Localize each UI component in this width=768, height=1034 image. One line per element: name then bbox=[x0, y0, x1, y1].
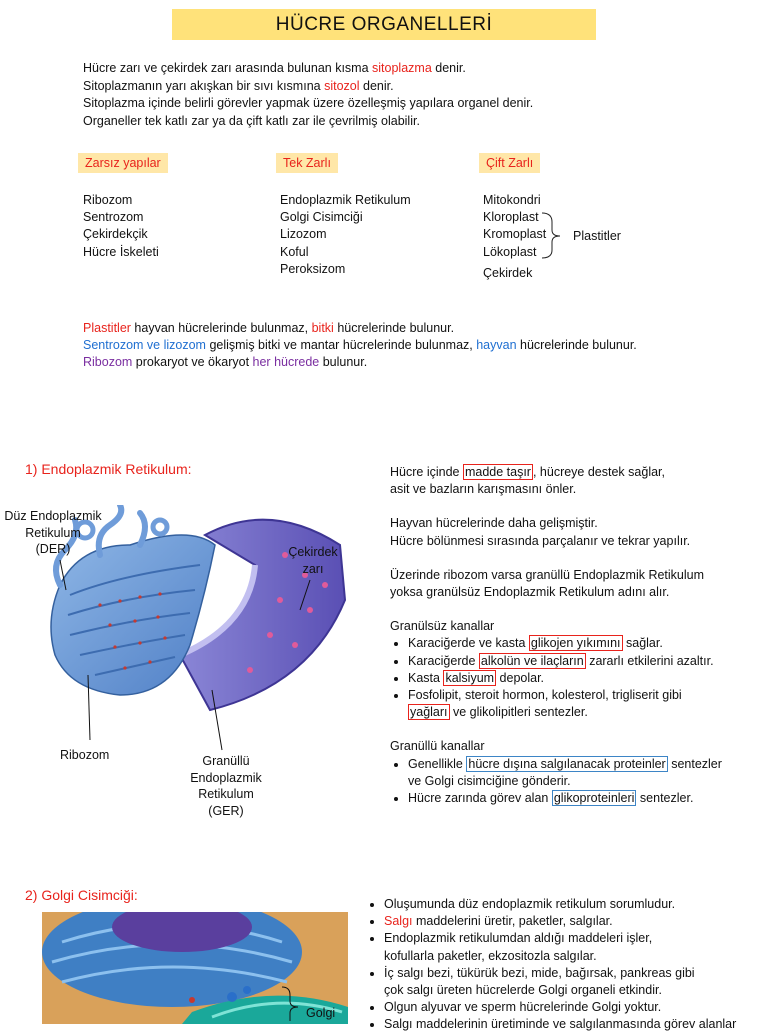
granulsuz-list bbox=[390, 635, 762, 721]
highlight-madde-tasir: madde taşır bbox=[464, 465, 531, 479]
golgi-list bbox=[366, 896, 768, 1034]
list-item: Lizozom bbox=[280, 227, 327, 242]
list-item: • İç salgı bezi, tükürük bezi, mide, bağırsak, pankreas gibi çok salgı üreten hücrelerde Golgi organeli etkindir. bbox=[384, 965, 768, 999]
list-item: • Kasta kalsiyum depolar. bbox=[408, 670, 762, 687]
list-item: • Karaciğerde ve kasta glikojen yıkımını sağlar. bbox=[408, 635, 762, 652]
label-ribozom: Ribozom bbox=[60, 748, 110, 762]
list-item: Lökoplast bbox=[483, 244, 537, 259]
list-item: Çekirdekçik bbox=[83, 227, 148, 242]
list-item: • Oluşumunda düz endoplazmik retikulum sorumludur. bbox=[384, 896, 768, 913]
granullu-list bbox=[390, 756, 762, 808]
label-ger: Granüllü Endoplazmik Retikulum (GER) bbox=[190, 754, 262, 818]
list-item: • Fosfolipit, steroit hormon, kolesterol, trigliserit gibi yağları ve glikolipitleri sentezler. bbox=[408, 687, 762, 721]
list-item: Çekirdek bbox=[483, 265, 533, 280]
list-item: • Karaciğerde alkolün ve ilaçların zararlı etkilerini azaltır. bbox=[408, 653, 762, 670]
category-tag-cift-zarli: Çift Zarlı bbox=[479, 153, 540, 173]
er-heading: 1) Endoplazmik Retikulum: bbox=[25, 461, 192, 477]
term-sitozol: sitozol bbox=[324, 78, 360, 93]
intro-line-4: Organeller tek katlı zar ya da çift katlı zar ile çevrilmiş olabilir. bbox=[83, 113, 420, 128]
category-tag-zarsiz: Zarsız yapılar bbox=[78, 153, 168, 173]
plastitler-label: Plastitler bbox=[573, 229, 621, 243]
term-sitoplazma: sitoplazma bbox=[372, 61, 432, 75]
granullu-title: Granüllü kanallar bbox=[390, 739, 485, 754]
note-line-2: Sentrozom ve lizozom gelişmiş bitki ve mantar hücrelerinde bulunmaz, hayvan hücrelerinde bulunur. bbox=[83, 338, 637, 353]
list-item: • Hücre zarında görev alan glikoproteinleri sentezler. bbox=[408, 790, 762, 807]
list-item: Golgi Cisimciği bbox=[280, 210, 363, 225]
page-title: HÜCRE ORGANELLERİ bbox=[172, 9, 596, 40]
list-item: Kromoplast bbox=[483, 227, 547, 242]
list-item: Peroksizom bbox=[280, 261, 346, 276]
note-line-3: Ribozom prokaryot ve ökaryot her hücrede bulunur. bbox=[83, 355, 368, 370]
granulsuz-title: Granülsüz kanallar bbox=[390, 619, 495, 634]
list-item: • Olgun alyuvar ve sperm hücrelerinde Golgi yoktur. bbox=[384, 999, 768, 1016]
list-item: • Genellikle hücre dışına salgılanacak proteinler sentezler ve Golgi cisimciğine gönderir. bbox=[408, 756, 762, 790]
list-item: Kloroplast bbox=[483, 210, 539, 225]
list-item: • Endoplazmik retikulumdan aldığı maddeleri işler, kofullarla paketler, ekzositozla salgılar. bbox=[384, 930, 768, 964]
list-item: Sentrozom bbox=[83, 210, 144, 225]
label-der: Düz Endoplazmik Retikulum (DER) bbox=[4, 509, 102, 556]
list-item: Ribozom bbox=[83, 193, 133, 207]
list-item: • Salgı maddelerini üretir, paketler, salgılar. bbox=[384, 913, 768, 930]
label-cekirdek-zari: Çekirdek zarı bbox=[288, 545, 338, 576]
golgi-heading: 2) Golgi Cisimciği: bbox=[25, 887, 138, 903]
intro-line-1: Hücre zarı ve çekirdek zarı arasında bulunan kısma sitoplazma denir. bbox=[83, 61, 466, 75]
note-line-1: Plastitler hayvan hücrelerinde bulunmaz, bitki hücrelerinde bulunur. bbox=[83, 321, 455, 335]
list-item: Mitokondri bbox=[483, 193, 541, 207]
category-tag-tek-zarli: Tek Zarlı bbox=[276, 153, 338, 173]
er-description: Hücre içinde madde taşır , hücreye destek sağlar, asit ve bazların karışmasını önler. Hayvan hücrelerinde daha gelişmiştir. Hücre bölünmesi sırasında parçalanır ve tekrar yapılır. Üzerinde ribozom varsa granüllü Endoplazmik Retikulum yoksa granülsüz Endoplazmik Retikulum adını alır. Granülsüz kanallar • Karaciğerde ve kasta glikojen yıkımını sağlar. • Karaciğerde alkolün ve ilaçların zararlı etkilerini azaltır. • Kasta kalsiyum depolar. • Fosfolipit, steroit hormon, kolesterol, trigliserit gibi yağları ve glikolipitleri sentezler. Granüllü kanallar • Genellikle hücre dışına salgılanacak proteinler sentezler ve Golgi cisimciğine gönderir. • Hücre zarında görev alan glikoproteinleri sentezler. bbox=[390, 464, 762, 807]
intro-line-3: Sitoplazma içinde belirli görevler yapmak üzere özelleşmiş yapılara organel denir. bbox=[83, 96, 534, 110]
list-item: Endoplazmik Retikulum bbox=[280, 193, 411, 207]
intro-line-2: Sitoplazmanın yarı akışkan bir sıvı kısmına sitozol denir. bbox=[83, 78, 394, 93]
list-item: Koful bbox=[280, 244, 309, 259]
label-golgi: Golgi bbox=[306, 1006, 336, 1020]
list-item: • Salgı maddelerinin üretiminde ve salgılanmasında görev alanlar bbox=[384, 1016, 768, 1033]
list-item: Hücre İskeleti bbox=[83, 244, 159, 259]
